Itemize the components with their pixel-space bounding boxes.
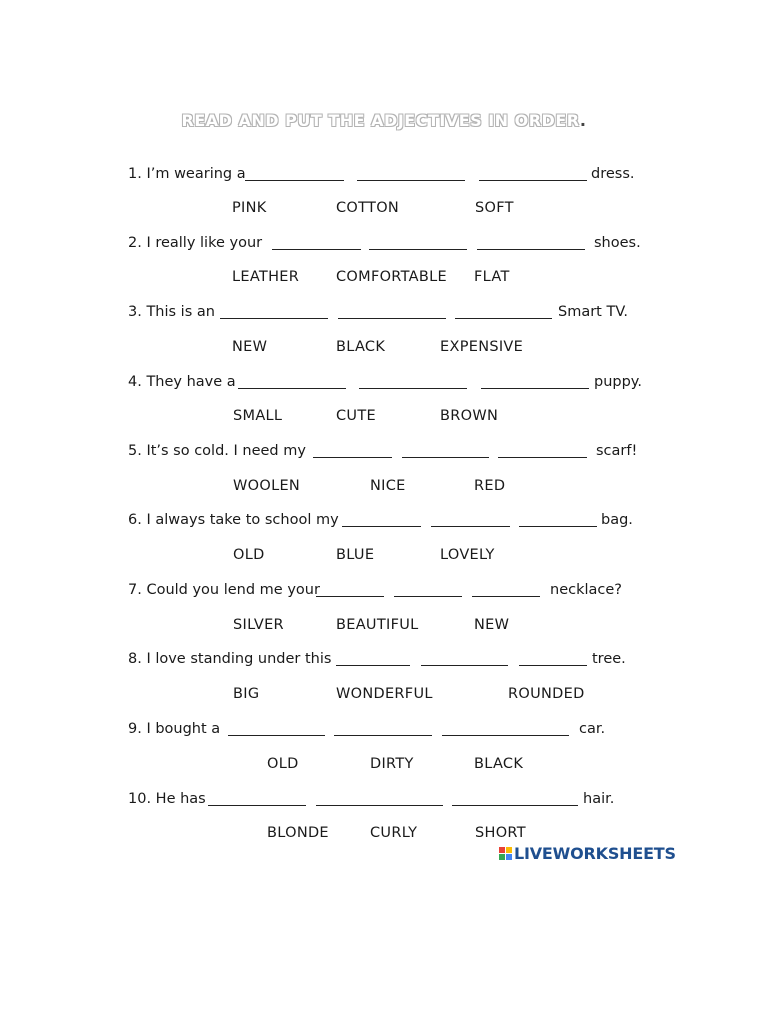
question-6-blank-1[interactable] [342, 512, 421, 527]
question-7-blank-2[interactable] [394, 582, 462, 597]
question-8-option-3: ROUNDED [508, 686, 585, 702]
question-10-blank-2[interactable] [316, 791, 443, 806]
question-8-prefix: 8. I love standing under this [128, 651, 332, 667]
question-6-option-1: OLD [233, 547, 265, 563]
question-6-suffix: bag. [601, 512, 633, 528]
question-4-blank-3[interactable] [481, 374, 589, 389]
question-9-option-3: BLACK [474, 756, 524, 772]
question-1-blank-1[interactable] [245, 166, 344, 181]
question-9-option-1: OLD [267, 756, 299, 772]
question-10-blank-3[interactable] [452, 791, 578, 806]
question-6-blank-2[interactable] [431, 512, 510, 527]
question-5-option-1: WOOLEN [233, 478, 301, 494]
liveworksheets-logo [499, 843, 676, 863]
question-1-option-3: SOFT [475, 200, 514, 216]
question-7-option-1: SILVER [233, 617, 284, 633]
question-2-suffix: shoes. [594, 235, 641, 251]
question-2-option-1: LEATHER [232, 269, 300, 285]
question-1-option-2: COTTON [336, 200, 400, 216]
logo-squares-icon [499, 847, 512, 860]
question-6-option-3: LOVELY [440, 547, 495, 563]
question-6-option-2: BLUE [336, 547, 375, 563]
question-5-option-2: NICE [370, 478, 406, 494]
worksheet-title [0, 111, 768, 130]
question-4-blank-1[interactable] [238, 374, 346, 389]
question-2-blank-1[interactable] [272, 235, 361, 250]
question-3-prefix: 3. This is an [128, 304, 215, 320]
question-1-blank-3[interactable] [479, 166, 587, 181]
question-9-blank-2[interactable] [334, 721, 432, 736]
question-1-prefix: 1. I’m wearing a [128, 166, 246, 182]
question-8-suffix: tree. [592, 651, 626, 667]
question-9-suffix: car. [579, 721, 606, 737]
question-7-option-3: NEW [474, 617, 510, 633]
question-2-blank-3[interactable] [477, 235, 585, 250]
question-1-option-1: PINK [232, 200, 267, 216]
question-7-option-2: BEAUTIFUL [336, 617, 419, 633]
question-8-blank-2[interactable] [421, 651, 508, 666]
question-5-blank-3[interactable] [498, 443, 587, 458]
question-9-blank-3[interactable] [442, 721, 569, 736]
question-10-option-1: BLONDE [267, 825, 329, 841]
title-text: READ AND PUT THE ADJECTIVES IN ORDER [181, 111, 580, 130]
question-4-suffix: puppy. [594, 374, 642, 390]
question-10-option-2: CURLY [370, 825, 418, 841]
question-5-suffix: scarf! [596, 443, 638, 459]
question-1-suffix: dress. [591, 166, 635, 182]
question-9-blank-1[interactable] [228, 721, 325, 736]
question-9-prefix: 9. I bought a [128, 721, 221, 737]
question-4-option-3: BROWN [440, 408, 499, 424]
question-7-blank-3[interactable] [472, 582, 540, 597]
question-3-option-3: EXPENSIVE [440, 339, 524, 355]
question-3-option-2: BLACK [336, 339, 386, 355]
question-2-option-2: COMFORTABLE [336, 269, 447, 285]
logo-text: LIVEWORKSHEETS [514, 843, 676, 863]
question-3-suffix: Smart TV. [558, 304, 628, 320]
question-10-prefix: 10. He has [128, 791, 206, 807]
question-10-option-3: SHORT [475, 825, 526, 841]
question-4-option-1: SMALL [233, 408, 283, 424]
question-5-prefix: 5. It’s so cold. I need my [128, 443, 306, 459]
question-10-blank-1[interactable] [208, 791, 306, 806]
question-8-blank-3[interactable] [519, 651, 587, 666]
question-4-blank-2[interactable] [359, 374, 467, 389]
question-3-blank-3[interactable] [455, 304, 552, 319]
question-2-option-3: FLAT [474, 269, 510, 285]
question-8-option-1: BIG [233, 686, 260, 702]
question-9-option-2: DIRTY [370, 756, 414, 772]
question-4-prefix: 4. They have a [128, 374, 236, 390]
question-4-option-2: CUTE [336, 408, 376, 424]
question-2-prefix: 2. I really like your [128, 235, 263, 251]
question-5-blank-2[interactable] [402, 443, 489, 458]
question-10-suffix: hair. [583, 791, 615, 807]
question-6-blank-3[interactable] [519, 512, 597, 527]
question-5-blank-1[interactable] [313, 443, 392, 458]
title-dot: . [579, 111, 587, 130]
question-7-prefix: 7. Could you lend me your [128, 582, 320, 598]
question-8-blank-1[interactable] [336, 651, 410, 666]
question-5-option-3: RED [474, 478, 506, 494]
question-7-blank-1[interactable] [316, 582, 384, 597]
question-8-option-2: WONDERFUL [336, 686, 433, 702]
question-1-blank-2[interactable] [357, 166, 465, 181]
question-3-blank-1[interactable] [220, 304, 328, 319]
question-3-option-1: NEW [232, 339, 268, 355]
question-7-suffix: necklace? [550, 582, 622, 598]
question-3-blank-2[interactable] [338, 304, 446, 319]
question-2-blank-2[interactable] [369, 235, 467, 250]
question-6-prefix: 6. I always take to school my [128, 512, 339, 528]
